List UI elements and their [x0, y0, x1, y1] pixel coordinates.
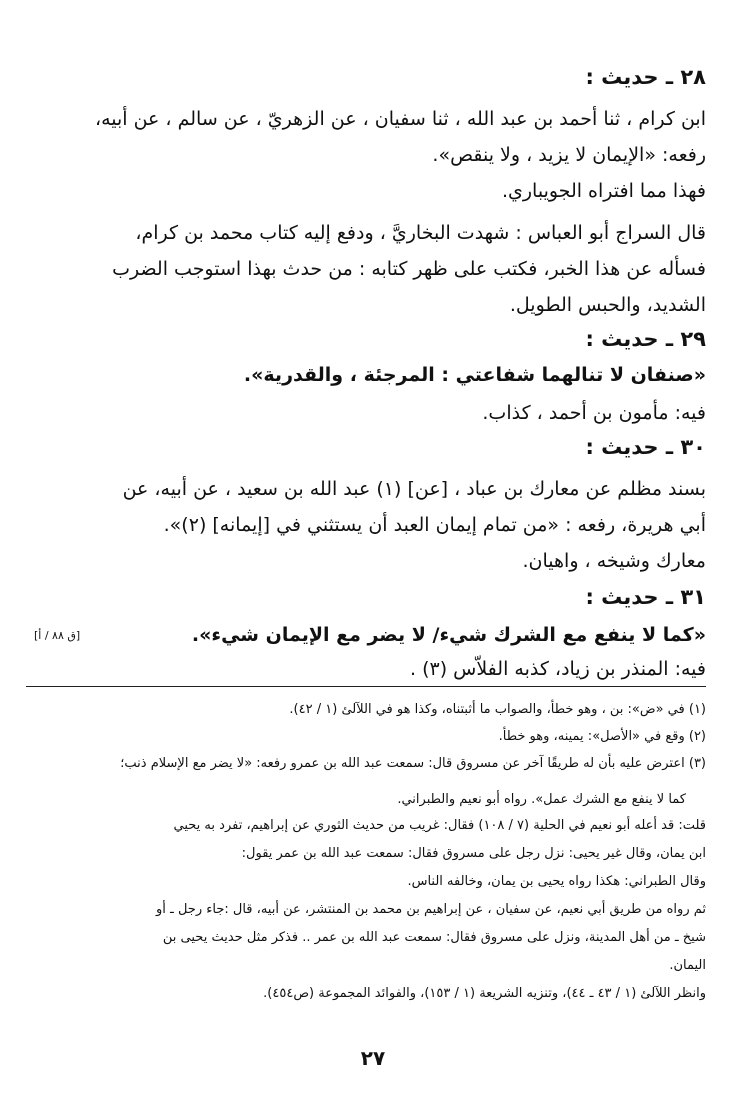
manuscript-folio-reference: [ق ٨٨ / أ] [34, 629, 81, 642]
text-line: الشديد، والحبس الطويل. [509, 294, 706, 316]
hadith-heading-28: ٢٨ ـ حديث : [585, 65, 706, 89]
page-number: ٢٧ [360, 1046, 386, 1070]
footnote-line: وقال الطبراني: هكذا رواه يحيى بن يمان، وخالفه الناس. [407, 874, 706, 889]
footnote-line: وانظر اللآلئ (١ / ٤٣ ـ ٤٤)، وتنزيه الشريعة (١ / ١٥٣)، والفوائد المجموعة (ص٤٥٤). [263, 986, 706, 1001]
footnote-line: (٣) اعترض عليه بأن له طريقًا آخر عن مسروق قال: سمعت عبد الله بن عمرو رفعه: «لا يضر مع الإسلام ذنب؛ [120, 756, 706, 771]
hadith-text: «كما لا ينفع مع الشرك شيء/ لا يضر مع الإيمان شيء». [191, 624, 706, 646]
footnote-line: ثم رواه من طريق أبي نعيم، عن سفيان ، عن إبراهيم بن محمد بن المنتشر، عن أبيه، قال :جاء رجل ـ أو [156, 902, 706, 917]
text-line: بسند مظلم عن معارك بن عباد ، [عن] (١) عبد الله بن سعيد ، عن أبيه، عن [122, 478, 706, 500]
text-line: فهذا مما افتراه الجويباري. [501, 180, 706, 202]
hadith-text: «صنفان لا تنالهما شفاعتي : المرجئة ، والقدرية». [243, 364, 706, 386]
footnote-line: (٢) وقع في «الأصل»: يمينه، وهو خطأ. [498, 729, 706, 744]
footnote-line: ابن يمان، وقال غير يحيى: نزل رجل على مسروق فقال: سمعت عبد الله بن عمر يقول: [241, 846, 706, 861]
text-line: فيه: المنذر بن زياد، كذبه الفلاّس (٣) . [409, 658, 706, 680]
footnote-line: كما لا ينفع مع الشرك عمل». رواه أبو نعيم والطبراني. [397, 792, 686, 807]
hadith-heading-31: ٣١ ـ حديث : [585, 585, 706, 609]
text-line: قال السراج أبو العباس : شهدت البخاريَّ ، ودفع إليه كتاب محمد بن كرام، [135, 222, 706, 244]
footnote-line: (١) في «ض»: بن ، وهو خطأ، والصواب ما أثبتناه، وكذا هو في اللآلئ (١ / ٤٢). [289, 702, 706, 717]
text-line: أبي هريرة، رفعه : «من تمام إيمان العبد أن يستثني في [إيمانه] (٢)». [163, 514, 706, 536]
text-line: رفعه: «الإيمان لا يزيد ، ولا ينقص». [432, 144, 706, 166]
footnote-line: شيخ ـ من أهل المدينة، ونزل على مسروق فقال: سمعت عبد الله بن عمر .. فذكر مثل حديث يحيى بن [162, 930, 706, 945]
hadith-heading-30: ٣٠ ـ حديث : [585, 435, 706, 459]
text-line: ابن كرام ، ثنا أحمد بن عبد الله ، ثنا سفيان ، عن الزهريّ ، عن سالم ، عن أبيه، [94, 108, 706, 130]
text-line: فسأله عن هذا الخبر، فكتب على ظهر كتابه : من حدث بهذا استوجب الضرب [112, 258, 706, 280]
footnote-line: اليمان. [669, 958, 706, 973]
text-line: فيه: مأمون بن أحمد ، كذاب. [482, 402, 706, 424]
text-line: معارك وشيخه ، واهيان. [522, 550, 706, 572]
footnote-divider [26, 686, 706, 687]
footnote-line: قلت: قد أعله أبو نعيم في الحلية (٧ / ١٠٨) فقال: غريب من حديث الثوري عن إبراهيم، تفرد به يحيي [173, 818, 706, 833]
hadith-heading-29: ٢٩ ـ حديث : [585, 327, 706, 351]
